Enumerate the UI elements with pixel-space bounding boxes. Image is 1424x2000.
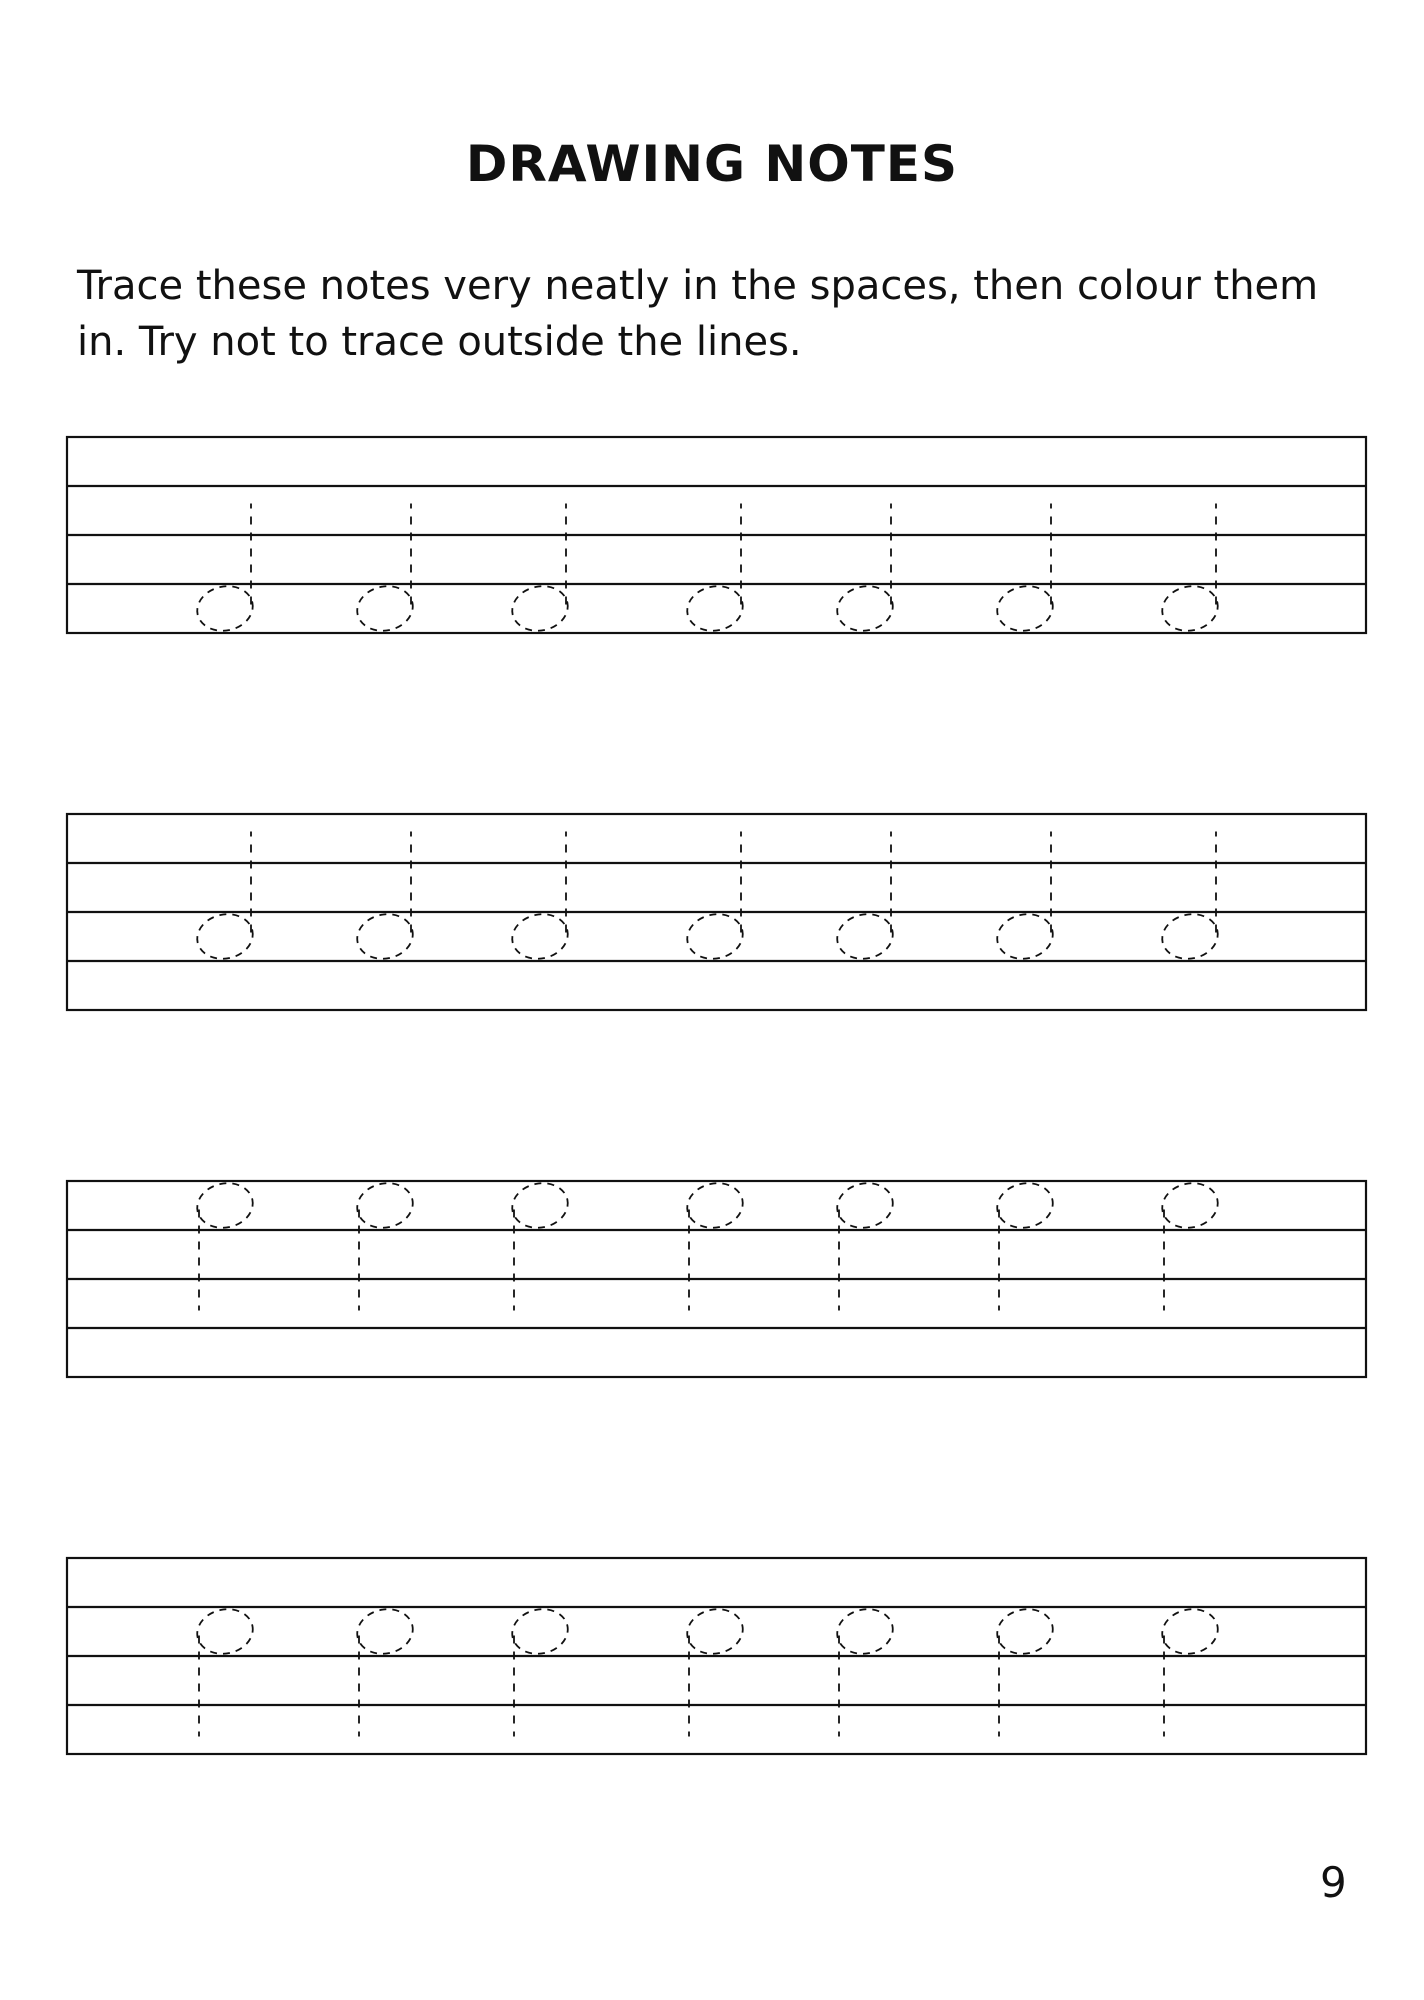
trace-note <box>1158 832 1222 964</box>
note-head-outline <box>683 1604 747 1659</box>
note-head-outline <box>833 909 897 964</box>
trace-note <box>353 504 417 636</box>
page-title: DRAWING NOTES <box>465 135 959 193</box>
note-head-outline <box>683 909 747 964</box>
exercise-1 <box>67 437 1366 636</box>
trace-note <box>353 1604 417 1736</box>
note-head-outline <box>1158 1178 1222 1233</box>
trace-note <box>993 1604 1057 1736</box>
trace-note <box>353 1178 417 1310</box>
page-number: 9 <box>1320 1858 1347 1907</box>
exercise-2 <box>67 814 1366 1010</box>
trace-note <box>353 832 417 964</box>
note-head-outline <box>353 1604 417 1659</box>
note-head-outline <box>683 581 747 636</box>
instructions-text: Trace these notes very neatly in the spaces, then colour them in. Try not to trace outside the lines. <box>77 263 1319 365</box>
note-head-outline <box>193 581 257 636</box>
note-head-outline <box>508 581 572 636</box>
trace-note <box>683 1178 747 1310</box>
note-head-outline <box>833 581 897 636</box>
trace-note <box>683 1604 747 1736</box>
trace-note <box>193 1178 257 1310</box>
note-head-outline <box>193 909 257 964</box>
note-head-outline <box>1158 1604 1222 1659</box>
note-head-outline <box>1158 581 1222 636</box>
trace-note <box>993 832 1057 964</box>
note-head-outline <box>353 1178 417 1233</box>
trace-note <box>508 504 572 636</box>
trace-note <box>508 1178 572 1310</box>
note-head-outline <box>193 1604 257 1659</box>
trace-note <box>1158 504 1222 636</box>
trace-note <box>993 1178 1057 1310</box>
trace-note <box>1158 1604 1222 1736</box>
trace-note <box>683 504 747 636</box>
note-head-outline <box>833 1178 897 1233</box>
note-head-outline <box>353 581 417 636</box>
note-head-outline <box>993 581 1057 636</box>
note-head-outline <box>508 1178 572 1233</box>
exercise-3 <box>67 1178 1366 1377</box>
trace-note <box>193 832 257 964</box>
note-head-outline <box>833 1604 897 1659</box>
note-head-outline <box>508 909 572 964</box>
exercise-4 <box>67 1558 1366 1754</box>
note-head-outline <box>993 1178 1057 1233</box>
note-head-outline <box>993 909 1057 964</box>
trace-note <box>1158 1178 1222 1310</box>
trace-note <box>833 1178 897 1310</box>
trace-note <box>993 504 1057 636</box>
trace-note <box>683 832 747 964</box>
note-head-outline <box>1158 909 1222 964</box>
note-head-outline <box>683 1178 747 1233</box>
trace-note <box>508 832 572 964</box>
trace-note <box>833 504 897 636</box>
trace-note <box>833 1604 897 1736</box>
note-head-outline <box>993 1604 1057 1659</box>
trace-note <box>508 1604 572 1736</box>
trace-note <box>193 504 257 636</box>
trace-note <box>193 1604 257 1736</box>
trace-note <box>833 832 897 964</box>
note-head-outline <box>353 909 417 964</box>
note-head-outline <box>193 1178 257 1233</box>
note-head-outline <box>508 1604 572 1659</box>
